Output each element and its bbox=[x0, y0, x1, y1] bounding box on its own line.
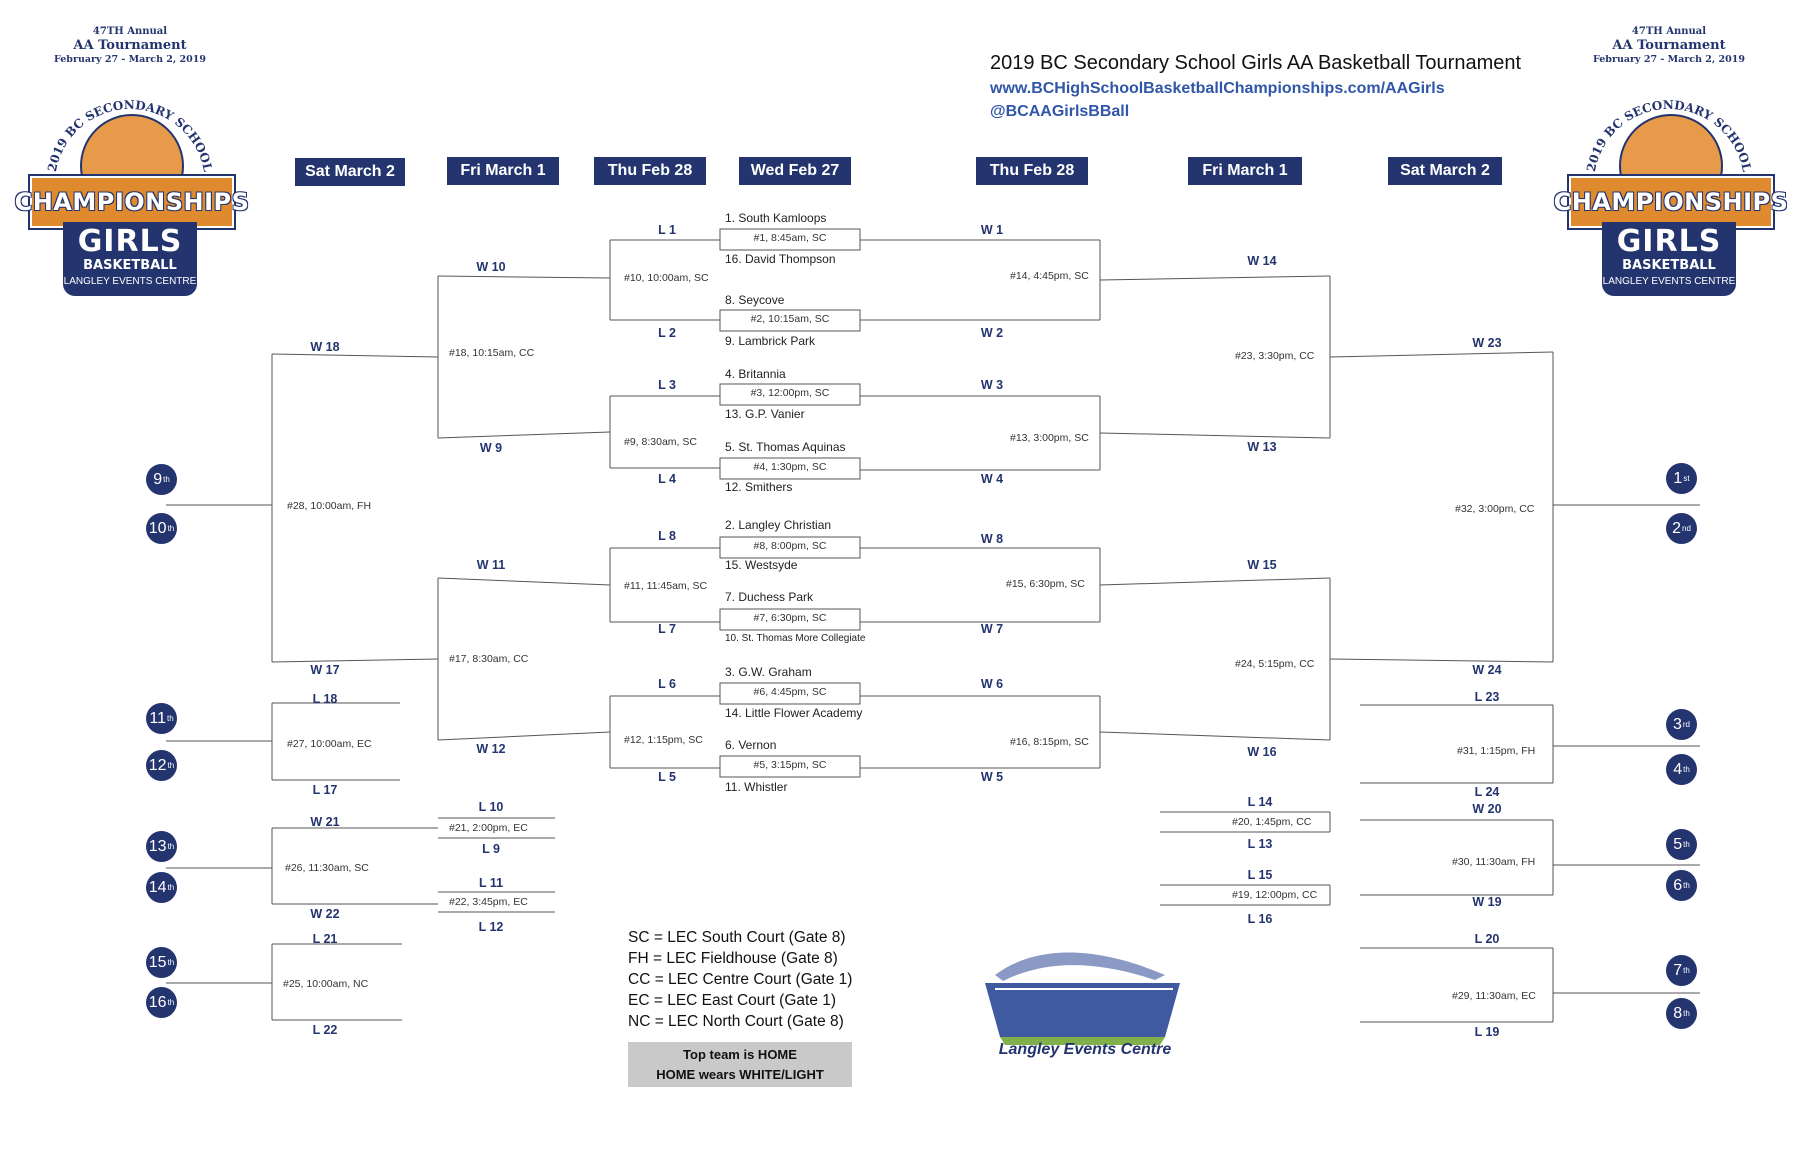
team-entry: 2. Langley Christian bbox=[725, 518, 832, 532]
team-entry: 7. Duchess Park bbox=[725, 590, 814, 604]
bracket-label: L 7 bbox=[658, 622, 676, 636]
championships-logo-left: 47TH Annual AA Tournament February 27 - March 2, 2019 2019 BC SECONDARY SCHOOL CHAMPIONSHIPS GIRLS BASKETBALL LANGLEY EVENTS CENTRE bbox=[25, 26, 235, 256]
social-handle-link[interactable]: @BCAAGirlsBBall bbox=[990, 103, 1130, 120]
bracket-label: L 1 bbox=[658, 223, 676, 237]
bracket-label: L 16 bbox=[1247, 912, 1273, 926]
svg-text:2019 BC SECONDARY SCHOOL: 2019 BC SECONDARY SCHOOL bbox=[1584, 97, 1754, 173]
game-box-label: #1, 8:45am, SC bbox=[753, 232, 827, 244]
game-label: #15, 6:30pm, SC bbox=[1006, 578, 1085, 590]
game-label: #22, 3:45pm, EC bbox=[449, 896, 528, 908]
day-header: Wed Feb 27 bbox=[739, 157, 851, 185]
home-team-note: Top team is HOME HOME wears WHITE/LIGHT bbox=[628, 1042, 852, 1087]
game-label: #20, 1:45pm, CC bbox=[1232, 816, 1312, 828]
team-entry: 8. Seycove bbox=[725, 293, 785, 307]
bracket-label: L 14 bbox=[1247, 795, 1273, 809]
game-label: #17, 8:30am, CC bbox=[449, 653, 529, 665]
day-header: Thu Feb 28 bbox=[594, 157, 706, 185]
placing-badge-15th: 15 th bbox=[146, 947, 177, 978]
bracket-label: W 21 bbox=[310, 815, 340, 829]
bracket-label: W 22 bbox=[310, 907, 340, 921]
placing-badge-6th: 6 th bbox=[1666, 870, 1697, 901]
legend-item: SC = LEC South Court (Gate 8) bbox=[628, 929, 846, 946]
game-label: #30, 11:30am, FH bbox=[1452, 856, 1536, 868]
bracket-label: L 6 bbox=[658, 677, 676, 691]
consolation-connectors-right bbox=[1160, 705, 1700, 1022]
placing-badge-8th: 8 th bbox=[1666, 998, 1697, 1029]
bracket-label: L 17 bbox=[312, 783, 338, 797]
game-box-label: #5, 3:15pm, SC bbox=[753, 759, 827, 771]
championships-banner: CHAMPIONSHIPS bbox=[1569, 176, 1773, 228]
bracket-label: W 14 bbox=[1247, 254, 1277, 268]
bracket-label: W 24 bbox=[1472, 663, 1502, 677]
placing-badge-2nd: 2 nd bbox=[1666, 513, 1697, 544]
game-label: #32, 3:00pm, CC bbox=[1455, 503, 1535, 515]
game-box-label: #8, 8:00pm, SC bbox=[753, 540, 827, 552]
legend-item: CC = LEC Centre Court (Gate 1) bbox=[628, 971, 853, 988]
website-link[interactable]: www.BCHighSchoolBasketballChampionships.com/AAGirls bbox=[990, 80, 1445, 97]
venue-building-icon bbox=[975, 945, 1195, 1055]
team-entry: 13. G.P. Vanier bbox=[725, 407, 805, 421]
bracket-label: W 7 bbox=[980, 622, 1004, 636]
game-label: #31, 1:15pm, FH bbox=[1457, 745, 1536, 757]
bracket-label: W 6 bbox=[980, 677, 1004, 691]
court-legend bbox=[628, 927, 852, 1032]
game-label: #27, 10:00am, EC bbox=[287, 738, 372, 750]
bracket-label: L 4 bbox=[658, 472, 676, 486]
team-entry: 11. Whistler bbox=[725, 780, 788, 794]
placing-badge-10th: 10 th bbox=[146, 513, 177, 544]
placing-badge-4th: 4 th bbox=[1666, 754, 1697, 785]
game-label: #26, 11:30am, SC bbox=[285, 862, 369, 874]
team-entry: 3. G.W. Graham bbox=[725, 665, 812, 679]
quarterfinal-connectors bbox=[438, 276, 1330, 740]
bracket-label: L 8 bbox=[658, 529, 676, 543]
team-entry: 9. Lambrick Park bbox=[725, 334, 816, 348]
championships-logo-right: 47TH Annual AA Tournament February 27 - March 2, 2019 2019 BC SECONDARY SCHOOL CHAMPIONSHIPS GIRLS BASKETBALL LANGLEY EVENTS CENTRE bbox=[1564, 26, 1774, 256]
bracket-label: W 23 bbox=[1472, 336, 1502, 350]
bracket-label: W 18 bbox=[310, 340, 340, 354]
bracket-label: W 11 bbox=[476, 558, 506, 572]
day-header: Sat March 2 bbox=[295, 158, 405, 186]
bracket-label: W 20 bbox=[1472, 802, 1502, 816]
bracket-label: W 1 bbox=[980, 223, 1004, 237]
venue-logo-text: Langley Events Centre bbox=[998, 1041, 1172, 1058]
tournament-title: 2019 BC Secondary School Girls AA Basketball Tournament bbox=[990, 52, 1522, 74]
bracket-label: W 3 bbox=[980, 378, 1004, 392]
game-label: #10, 10:00am, SC bbox=[624, 272, 709, 284]
game-box-label: #7, 6:30pm, SC bbox=[753, 612, 827, 624]
game-box-label: #3, 12:00pm, SC bbox=[750, 387, 830, 399]
bracket-label: W 17 bbox=[310, 663, 340, 677]
game-label: #25, 10:00am, NC bbox=[283, 978, 369, 990]
game-label: #28, 10:00am, FH bbox=[287, 500, 372, 512]
team-entry: 4. Britannia bbox=[725, 367, 786, 381]
bracket-label: L 10 bbox=[478, 800, 504, 814]
team-entry: 10. St. Thomas More Collegiate bbox=[725, 633, 866, 644]
bracket-label: W 2 bbox=[980, 326, 1004, 340]
game-label: #14, 4:45pm, SC bbox=[1010, 270, 1089, 282]
day-header: Sat March 2 bbox=[1388, 157, 1502, 185]
placing-badge-1st: 1 st bbox=[1666, 463, 1697, 494]
legend-item: NC = LEC North Court (Gate 8) bbox=[628, 1013, 844, 1030]
game-box-label: #6, 4:45pm, SC bbox=[753, 686, 827, 698]
placing-badge-11th: 11 th bbox=[146, 703, 177, 734]
bracket-label: L 12 bbox=[478, 920, 504, 934]
game-label: #16, 8:15pm, SC bbox=[1010, 736, 1089, 748]
bracket-label: L 5 bbox=[658, 770, 676, 784]
team-entry: 14. Little Flower Academy bbox=[725, 706, 863, 720]
bracket-label: L 2 bbox=[658, 326, 676, 340]
bracket-label: W 16 bbox=[1247, 745, 1277, 759]
placing-badge-12th: 12 th bbox=[146, 750, 177, 781]
bracket-label: L 13 bbox=[1247, 837, 1273, 851]
game-label: #19, 12:00pm, CC bbox=[1232, 889, 1318, 901]
bracket-label: L 20 bbox=[1474, 932, 1500, 946]
game-label: #21, 2:00pm, EC bbox=[449, 822, 528, 834]
placing-badge-13th: 13 th bbox=[146, 831, 177, 862]
game-label: #24, 5:15pm, CC bbox=[1235, 658, 1315, 670]
game-label: #13, 3:00pm, SC bbox=[1010, 432, 1089, 444]
langley-events-centre-logo bbox=[975, 945, 1195, 1065]
placing-badge-5th: 5 th bbox=[1666, 829, 1697, 860]
bracket-label: L 18 bbox=[312, 692, 338, 706]
game-label: #11, 11:45am, SC bbox=[624, 580, 708, 592]
team-entry: 16. David Thompson bbox=[725, 252, 836, 266]
game-label: #23, 3:30pm, CC bbox=[1235, 350, 1315, 362]
bracket-label: W 19 bbox=[1472, 895, 1502, 909]
team-entry: 15. Westsyde bbox=[725, 558, 798, 572]
day-header: Fri March 1 bbox=[1188, 157, 1302, 185]
game-box-label: #4, 1:30pm, SC bbox=[753, 461, 827, 473]
bracket-label: W 15 bbox=[1247, 558, 1277, 572]
placing-badge-16th: 16 th bbox=[146, 987, 177, 1018]
team-entry: 1. South Kamloops bbox=[725, 211, 827, 225]
bracket-label: L 3 bbox=[658, 378, 676, 392]
bracket-label: L 19 bbox=[1474, 1025, 1500, 1039]
team-entry: 5. St. Thomas Aquinas bbox=[725, 440, 846, 454]
championships-banner: CHAMPIONSHIPS bbox=[30, 176, 234, 228]
day-header: Fri March 1 bbox=[447, 157, 559, 185]
bracket-label: L 24 bbox=[1474, 785, 1500, 799]
bracket-label: W 13 bbox=[1247, 440, 1277, 454]
game-label: #18, 10:15am, CC bbox=[449, 347, 535, 359]
day-header: Thu Feb 28 bbox=[976, 157, 1088, 185]
placing-badge-14th: 14 th bbox=[146, 872, 177, 903]
placing-badge-9th: 9 th bbox=[146, 464, 177, 495]
bracket-label: L 9 bbox=[482, 842, 500, 856]
bracket-label: W 12 bbox=[476, 742, 506, 756]
bracket-label: L 22 bbox=[312, 1023, 338, 1037]
placing-badge-3rd: 3 rd bbox=[1666, 709, 1697, 740]
bracket-label: L 15 bbox=[1247, 868, 1273, 882]
game-label: #9, 8:30am, SC bbox=[624, 436, 697, 448]
bracket-label: W 10 bbox=[476, 260, 506, 274]
svg-text:2019 BC SECONDARY SCHOOL: 2019 BC SECONDARY SCHOOL bbox=[45, 97, 215, 173]
game-box-label: #2, 10:15am, SC bbox=[750, 313, 830, 325]
bracket-label: W 9 bbox=[479, 441, 503, 455]
bracket-label: L 21 bbox=[312, 932, 338, 946]
game-label: #29, 11:30am, EC bbox=[1452, 990, 1536, 1002]
bracket-label: W 5 bbox=[980, 770, 1004, 784]
bracket-label: W 4 bbox=[980, 472, 1004, 486]
bracket-label: L 11 bbox=[478, 876, 504, 890]
bracket-label: L 23 bbox=[1474, 690, 1500, 704]
legend-item: FH = LEC Fieldhouse (Gate 8) bbox=[628, 950, 838, 967]
bracket-label: W 8 bbox=[980, 532, 1004, 546]
placing-badge-7th: 7 th bbox=[1666, 955, 1697, 986]
team-entry: 6. Vernon bbox=[725, 738, 777, 752]
team-entry: 12. Smithers bbox=[725, 480, 793, 494]
game-label: #12, 1:15pm, SC bbox=[624, 734, 703, 746]
legend-item: EC = LEC East Court (Gate 1) bbox=[628, 992, 837, 1009]
